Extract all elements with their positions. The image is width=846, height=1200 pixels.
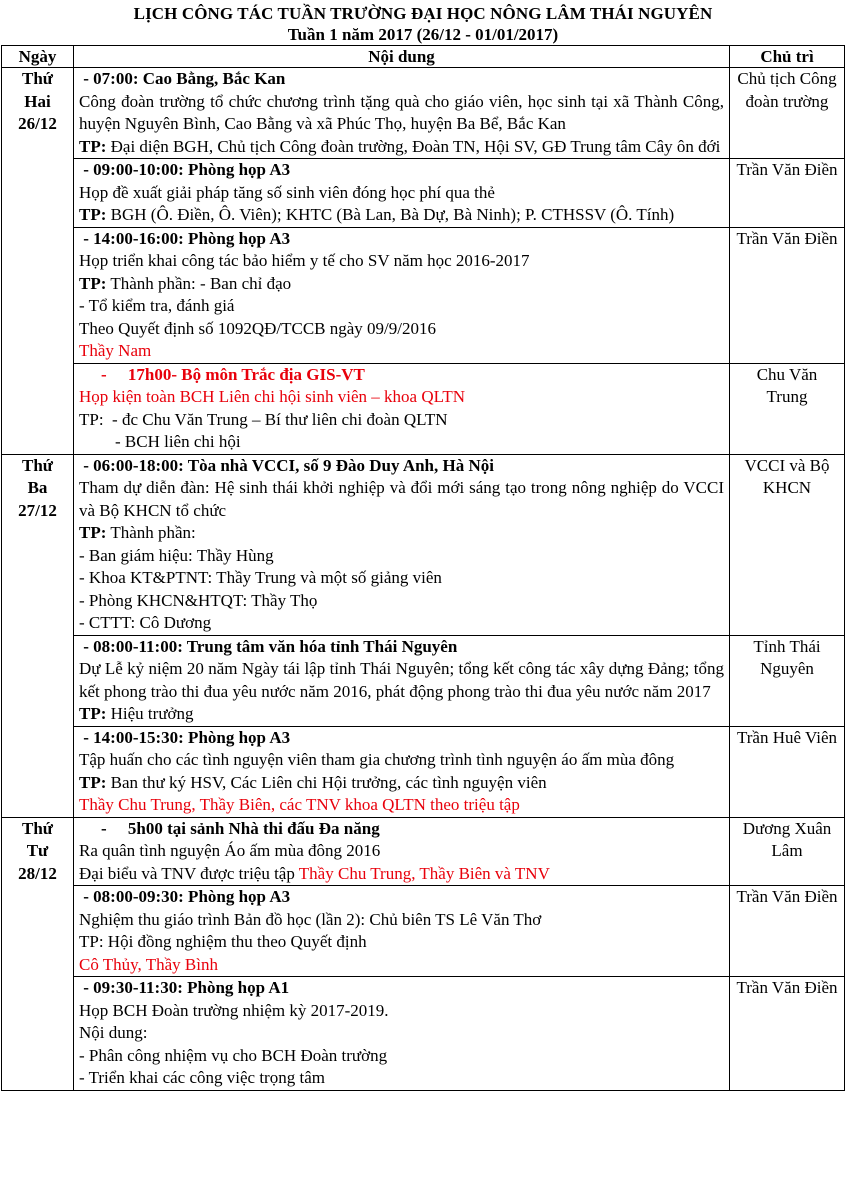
- header-host: Chủ trì: [730, 46, 845, 68]
- event-heading: - 14:00-16:00: Phòng họp A3: [79, 228, 291, 248]
- event-host: Trần Văn Điền: [730, 159, 845, 228]
- event-host: VCCI và Bộ KHCN: [730, 454, 845, 635]
- day-cell-wednesday: [2, 817, 74, 1090]
- event-host: Trần Văn Điền: [730, 977, 845, 1091]
- event-description: Công đoàn trường tổ chức chương trình tặng quà cho giáo viên, học sinh tại xã Thành Công, huyện Nguyên Bình, Cao Bằng và xã Phúc Thọ, huyện Ba Bể, Bắc Kan: [79, 91, 724, 133]
- participants-text: BGH (Ô. Điền, Ô. Viên); KHTC (Bà Lan, Bà Dự, Bà Ninh); P. CTHSSV (Ô. Tính): [106, 205, 675, 224]
- day-date: 26/12: [18, 114, 57, 133]
- participants-text: Thành phần: - Ban chỉ đạo: [106, 273, 292, 293]
- event-detail: TP: - đc Chu Văn Trung – Bí thư liên chi đoàn QLTN: [79, 409, 448, 429]
- event-content: [74, 635, 730, 726]
- event-detail: TP: Hội đồng nghiệm thu theo Quyết định: [79, 932, 367, 951]
- day-date: 27/12: [18, 500, 57, 520]
- day-label: Ba: [27, 478, 48, 497]
- table-row: [2, 726, 845, 817]
- header-content: Nội dung: [74, 46, 730, 68]
- day-cell-monday: [2, 68, 74, 455]
- participants-text: Hiệu trưởng: [106, 704, 194, 723]
- table-row: [2, 817, 845, 886]
- header-row: [2, 46, 845, 68]
- event-participants: [79, 273, 724, 296]
- document-title: [0, 3, 846, 45]
- event-description: Họp đề xuất giải pháp tăng số sinh viên đóng học phí qua thẻ: [79, 182, 495, 202]
- event-host: Trần Huê Viên: [730, 726, 845, 817]
- day-label: Thứ: [22, 69, 53, 88]
- event-attendee-note: Thầy Nam: [79, 341, 152, 360]
- event-attendee-note: Cô Thủy, Thầy Bình: [79, 954, 218, 974]
- event-heading: - 08:00-09:30: Phòng họp A3: [79, 887, 291, 906]
- event-participants: [79, 136, 724, 159]
- event-attendee-note: Thầy Chu Trung, Thầy Biên, các TNV khoa QLTN theo triệu tập: [79, 795, 520, 814]
- participants-label: TP:: [79, 273, 107, 293]
- table-row: [2, 977, 845, 1091]
- event-content: [74, 159, 730, 228]
- participants-text: Thành phần:: [106, 523, 196, 542]
- event-heading: - 17h00- Bộ môn Trắc địa GIS-VT: [101, 364, 365, 384]
- header-day: Ngày: [2, 46, 74, 68]
- event-detail: [79, 863, 724, 886]
- day-date: 28/12: [18, 863, 57, 883]
- event-content: [74, 227, 730, 363]
- event-heading: - 14:00-15:30: Phòng họp A3: [79, 727, 291, 747]
- participants-label: TP:: [79, 772, 107, 792]
- event-host: Dương Xuân Lâm: [730, 817, 845, 886]
- event-description: Tập huấn cho các tình nguyện viên tham gia chương trình tình nguyện áo ấm mùa đông: [79, 750, 675, 769]
- event-heading: - 06:00-18:00: Tòa nhà VCCI, số 9 Đào Duy Anh, Hà Nội: [79, 455, 494, 475]
- event-participants: [79, 772, 724, 795]
- event-content: [74, 817, 730, 886]
- event-heading: - 09:00-10:00: Phòng họp A3: [79, 160, 291, 179]
- event-detail: - CTTT: Cô Dương: [79, 613, 212, 632]
- event-heading: - 09:30-11:30: Phòng họp A1: [79, 978, 290, 997]
- event-detail: - Ban giám hiệu: Thầy Hùng: [79, 545, 274, 565]
- participants-label: TP:: [79, 704, 107, 723]
- event-participants: [79, 522, 724, 545]
- event-description: Nghiệm thu giáo trình Bản đồ học (lần 2): Chủ biên TS Lê Văn Thơ: [79, 909, 542, 929]
- event-detail: - Khoa KT&PTNT: Thầy Trung và một số giảng viên: [79, 568, 442, 587]
- event-participants: [79, 703, 724, 726]
- event-heading: - 5h00 tại sảnh Nhà thi đấu Đa năng: [101, 818, 380, 838]
- event-detail: - Triển khai các công việc trọng tâm: [79, 1068, 325, 1087]
- title-line-2: Tuần 1 năm 2017 (26/12 - 01/01/2017): [287, 25, 559, 44]
- event-content: [74, 454, 730, 635]
- event-detail: Theo Quyết định số 1092QĐ/TCCB ngày 09/9/2016: [79, 318, 436, 338]
- event-description: Dự Lễ kỷ niệm 20 năm Ngày tái lập tỉnh Thái Nguyên; tổng kết công tác xây dựng Đảng; tổng kết phong trào thi đua yêu nước năm 2016, phát động phong trào thi đua yêu nước năm 2017: [79, 659, 724, 701]
- event-participants: [79, 204, 724, 227]
- event-detail-text: Đại biểu và TNV được triệu tập: [79, 863, 299, 883]
- event-heading: - 08:00-11:00: Trung tâm văn hóa tỉnh Thái Nguyên: [79, 636, 458, 656]
- participants-label: TP:: [79, 523, 107, 542]
- event-detail: - BCH liên chi hội: [115, 432, 241, 451]
- participants-label: TP:: [79, 136, 107, 156]
- event-content: [74, 68, 730, 159]
- event-description: Họp triển khai công tác bảo hiểm y tế cho SV năm học 2016-2017: [79, 251, 530, 270]
- table-row: [2, 635, 845, 726]
- day-cell-tuesday: [2, 454, 74, 817]
- table-row: [2, 363, 845, 454]
- participants-text: Ban thư ký HSV, Các Liên chi Hội trưởng, các tình nguyện viên: [106, 772, 547, 792]
- event-detail: - Phòng KHCN&HTQT: Thầy Thọ: [79, 590, 318, 610]
- participants-label: TP:: [79, 205, 107, 224]
- day-label: Hai: [24, 91, 51, 111]
- participants-text: Đại diện BGH, Chủ tịch Công đoàn trường, Đoàn TN, Hội SV, GĐ Trung tâm Cây ôn đới: [106, 136, 721, 156]
- event-host: Trần Văn Điền: [730, 227, 845, 363]
- table-row: [2, 886, 845, 977]
- day-label: Tư: [26, 841, 49, 860]
- event-host: Tỉnh Thái Nguyên: [730, 635, 845, 726]
- event-description: Tham dự diễn đàn: Hệ sinh thái khởi nghiệp và đổi mới sáng tạo trong nông nghiệp do VCCI và Bộ KHCN tổ chức: [79, 478, 724, 520]
- event-description: Ra quân tình nguyện Áo ấm mùa đông 2016: [79, 841, 381, 860]
- event-content: [74, 977, 730, 1091]
- event-host: Chủ tịch Công đoàn trường: [730, 68, 845, 159]
- event-content: [74, 363, 730, 454]
- event-attendee-note: Thầy Chu Trung, Thầy Biên và TNV: [298, 863, 550, 883]
- event-detail: Nội dung:: [79, 1023, 148, 1042]
- schedule-table: [1, 45, 845, 1091]
- event-description: Họp kiện toàn BCH Liên chi hội sinh viên – khoa QLTN: [79, 387, 466, 406]
- event-content: [74, 886, 730, 977]
- event-host: Trần Văn Điền: [730, 886, 845, 977]
- table-row: [2, 68, 845, 159]
- day-label: Thứ: [22, 818, 53, 838]
- event-content: [74, 726, 730, 817]
- table-row: [2, 227, 845, 363]
- event-heading: - 07:00: Cao Bằng, Bắc Kan: [79, 69, 286, 88]
- table-row: [2, 159, 845, 228]
- event-description: Họp BCH Đoàn trường nhiệm kỳ 2017-2019.: [79, 1000, 389, 1020]
- title-line-1: LỊCH CÔNG TÁC TUẦN TRƯỜNG ĐẠI HỌC NÔNG LÂM THÁI NGUYÊN: [133, 4, 713, 23]
- event-detail: - Tổ kiểm tra, đánh giá: [79, 296, 235, 315]
- table-row: [2, 454, 845, 635]
- event-detail: - Phân công nhiệm vụ cho BCH Đoàn trường: [79, 1045, 388, 1065]
- event-host: Chu Văn Trung: [730, 363, 845, 454]
- day-label: Thứ: [22, 455, 53, 475]
